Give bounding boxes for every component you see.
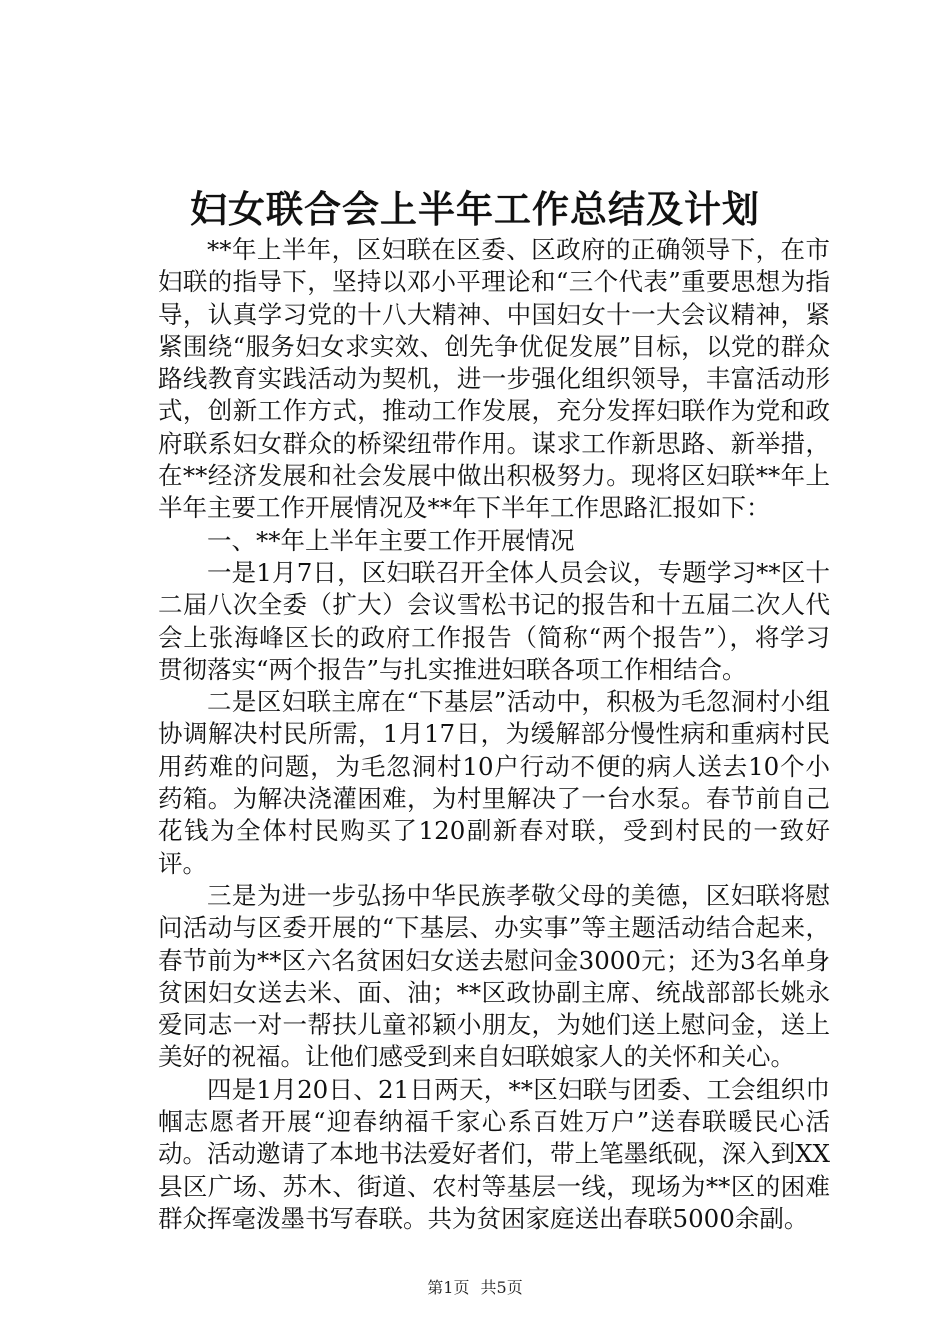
document-title: 妇女联合会上半年工作总结及计划 (190, 188, 760, 231)
body-paragraph: 二是区妇联主席在“下基层”活动中，积极为毛忽洞村小组协调解决村民所需，1月17日，为缓解部分慢性病和重病村民用药难的问题，为毛忽洞村10户行动不便的病人送去10个小药箱。为解决浇灌困难，为村里解决了一台水泵。春节前自己花钱为全体村民购买了120副新春对联，受到村民的一致好评。 (158, 687, 830, 878)
page-number: 第1页 (427, 1278, 470, 1297)
document-body (158, 234, 830, 1235)
body-paragraph: 四是1月20日、21日两天，**区妇联与团委、工会组织巾帼志愿者开展“迎春纳福千家心系百姓万户”送春联暖民心活动。活动邀请了本地书法爱好者们，带上笔墨纸砚，深入到XX县区广场、苏木、街道、农村等基层一线，现场为**区的困难群众挥毫泼墨书写春联。共为贫困家庭送出春联5000余副。 (158, 1074, 830, 1233)
intro-paragraph: **年上半年，区妇联在区委、区政府的正确领导下，在市妇联的指导下，坚持以邓小平理论和“三个代表”重要思想为指导，认真学习党的十八大精神、中国妇女十一大会议精神，紧紧围绕“服务妇女求实效、创先争优促发展”目标，以党的群众路线教育实践活动为契机，进一步强化组织领导，丰富活动形式，创新工作方式，推动工作发展，充分发挥妇联作为党和政府联系妇女群众的桥梁纽带作用。谋求工作新思路、新举措，在**经济发展和社会发展中做出积极努力。现将区妇联**年上半年主要工作开展情况及**年下半年工作思路汇报如下： (158, 235, 830, 523)
body-paragraph: 一是1月7日，区妇联召开全体人员会议，专题学习**区十二届八次全委（扩大）会议雪松书记的报告和十五届二次人代会上张海峰区长的政府工作报告（简称“两个报告”），将学习贯彻落实“两个报告”与扎实推进妇联各项工作相结合。 (158, 557, 830, 684)
section-heading: 一、**年上半年主要工作开展情况 (207, 525, 575, 555)
page-footer (0, 1275, 950, 1298)
page-total: 共5页 (480, 1278, 523, 1297)
body-paragraph: 三是为进一步弘扬中华民族孝敬父母的美德，区妇联将慰问活动与区委开展的“下基层、办实事”等主题活动结合起来，春节前为**区六名贫困妇女送去慰问金3000元；还为3名单身贫困妇女送去米、面、油；**区政协副主席、统战部部长姚永爱同志一对一帮扶儿童祁颖小朋友，为她们送上慰问金，送上美好的祝福。让他们感受到来自妇联娘家人的关怀和关心。 (158, 880, 830, 1072)
